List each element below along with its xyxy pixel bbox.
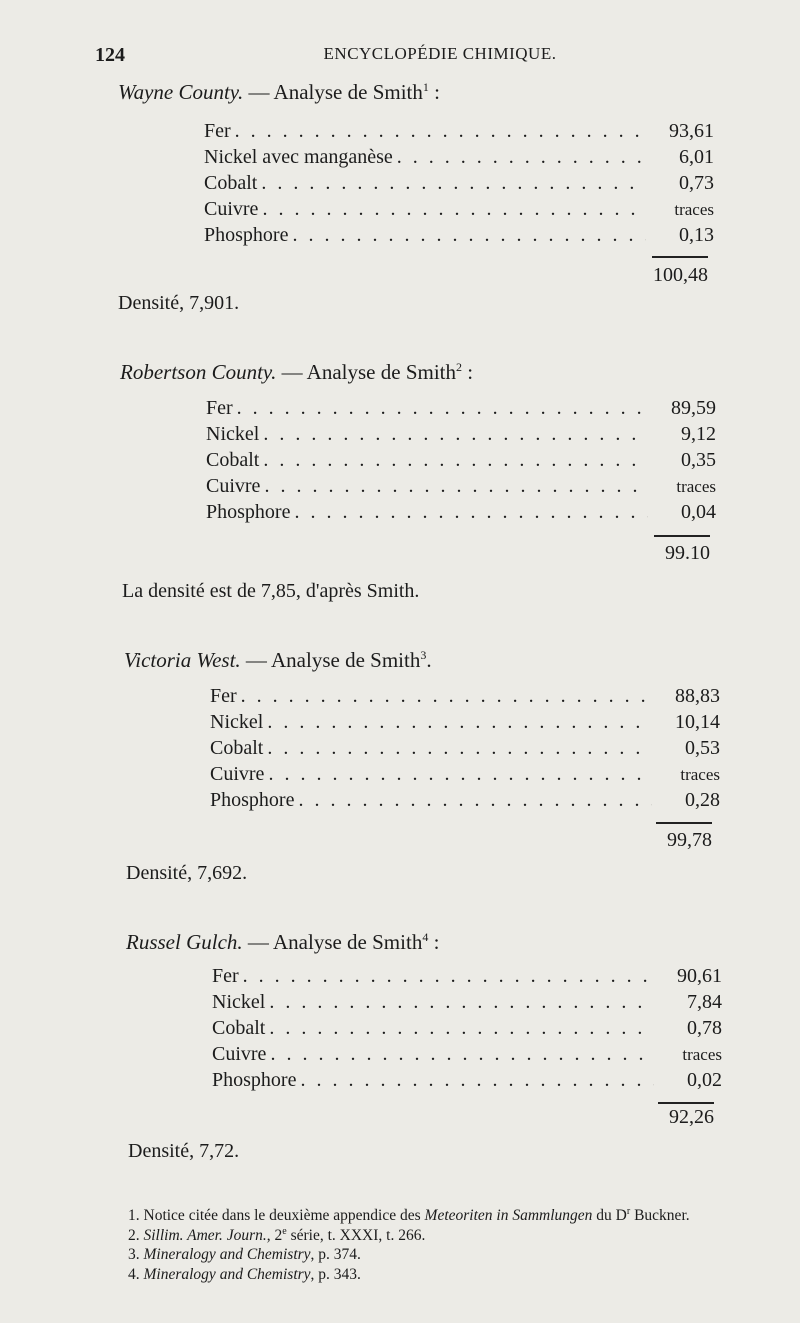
table-row: Cuivre . . . traces — [206, 475, 716, 501]
section-title-wayne-county: Wayne County. — Analyse de Smith$^1$ : — [118, 80, 440, 104]
page-number: 124 — [95, 44, 125, 66]
sum-rule — [658, 1102, 714, 1104]
table-row: Cobalt . . . 0,78 — [212, 1017, 722, 1043]
table-row: Nickel avec manganèse . . . 6,01 — [204, 146, 714, 172]
footnote: 3. Mineralogy and Chemistry, p. 374. — [128, 1246, 361, 1263]
density-note: Densité, 7,901. — [118, 292, 240, 314]
running-title: ENCYCLOPÉDIE CHIMIQUE. — [323, 44, 557, 63]
sum-rule — [654, 535, 710, 537]
footnote: 4. Mineralogy and Chemistry, p. 343. — [128, 1266, 361, 1283]
sum-rule — [656, 822, 712, 824]
sum-total: 92,26 — [669, 1106, 714, 1128]
section-title-victoria-west: Victoria West. — Analyse de Smith$^3$. — [124, 648, 432, 672]
table-row: Cuivre . . . traces — [204, 198, 714, 224]
footnotes — [128, 1206, 798, 1286]
density-note: La densité est de 7,85, d'après Smith. — [122, 580, 420, 602]
table-row: Phosphore . . . 0,02 — [212, 1069, 722, 1095]
analysis-table-russel-gulch — [212, 965, 722, 1095]
table-row: Cobalt . . . 0,35 — [206, 449, 716, 475]
table-row: Fer . . . 89,59 — [206, 397, 716, 423]
sum-total: 99.10 — [665, 542, 710, 564]
section-title-robertson-county: Robertson County. — Analyse de Smith$^2$ : — [120, 360, 474, 384]
table-row: Cobalt . . . 0,53 — [210, 737, 720, 763]
table-row: Phosphore . . . 0,04 — [206, 501, 716, 527]
density-note: Densité, 7,72. — [128, 1140, 240, 1162]
sum-total: 100,48 — [653, 264, 708, 286]
table-row: Phosphore . . . 0,28 — [210, 789, 720, 815]
table-row: Cuivre . . . traces — [210, 763, 720, 789]
footnote: 2. Sillim. Amer. Journ., 2e série, t. XXXI, t. 266. — [128, 1226, 426, 1245]
table-row: Nickel . . . 7,84 — [212, 991, 722, 1017]
table-row: Fer . . . 93,61 — [204, 120, 714, 146]
table-row: Fer . . . 90,61 — [212, 965, 722, 991]
analysis-table-robertson-county — [206, 397, 716, 527]
density-note: Densité, 7,692. — [126, 862, 248, 884]
table-row: Phosphore . . . 0,13 — [204, 224, 714, 250]
section-title-russel-gulch: Russel Gulch. — Analyse de Smith$^4$ : — [126, 930, 440, 954]
table-row: Cobalt . . . 0,73 — [204, 172, 714, 198]
analysis-table-wayne-county — [204, 120, 714, 250]
table-row: Cuivre . . . traces — [212, 1043, 722, 1069]
table-row: Nickel . . . 9,12 — [206, 423, 716, 449]
footnote: 1. Notice citée dans le deuxième appendice des Meteoriten in Sammlungen du $D^r$ Buckner. — [128, 1206, 690, 1225]
table-row: Nickel . . . 10,14 — [210, 711, 720, 737]
sum-total: 99,78 — [667, 829, 712, 851]
sum-rule — [652, 256, 708, 258]
page-header — [95, 44, 785, 74]
table-row: Fer . . . 88,83 — [210, 685, 720, 711]
analysis-table-victoria-west — [210, 685, 720, 815]
